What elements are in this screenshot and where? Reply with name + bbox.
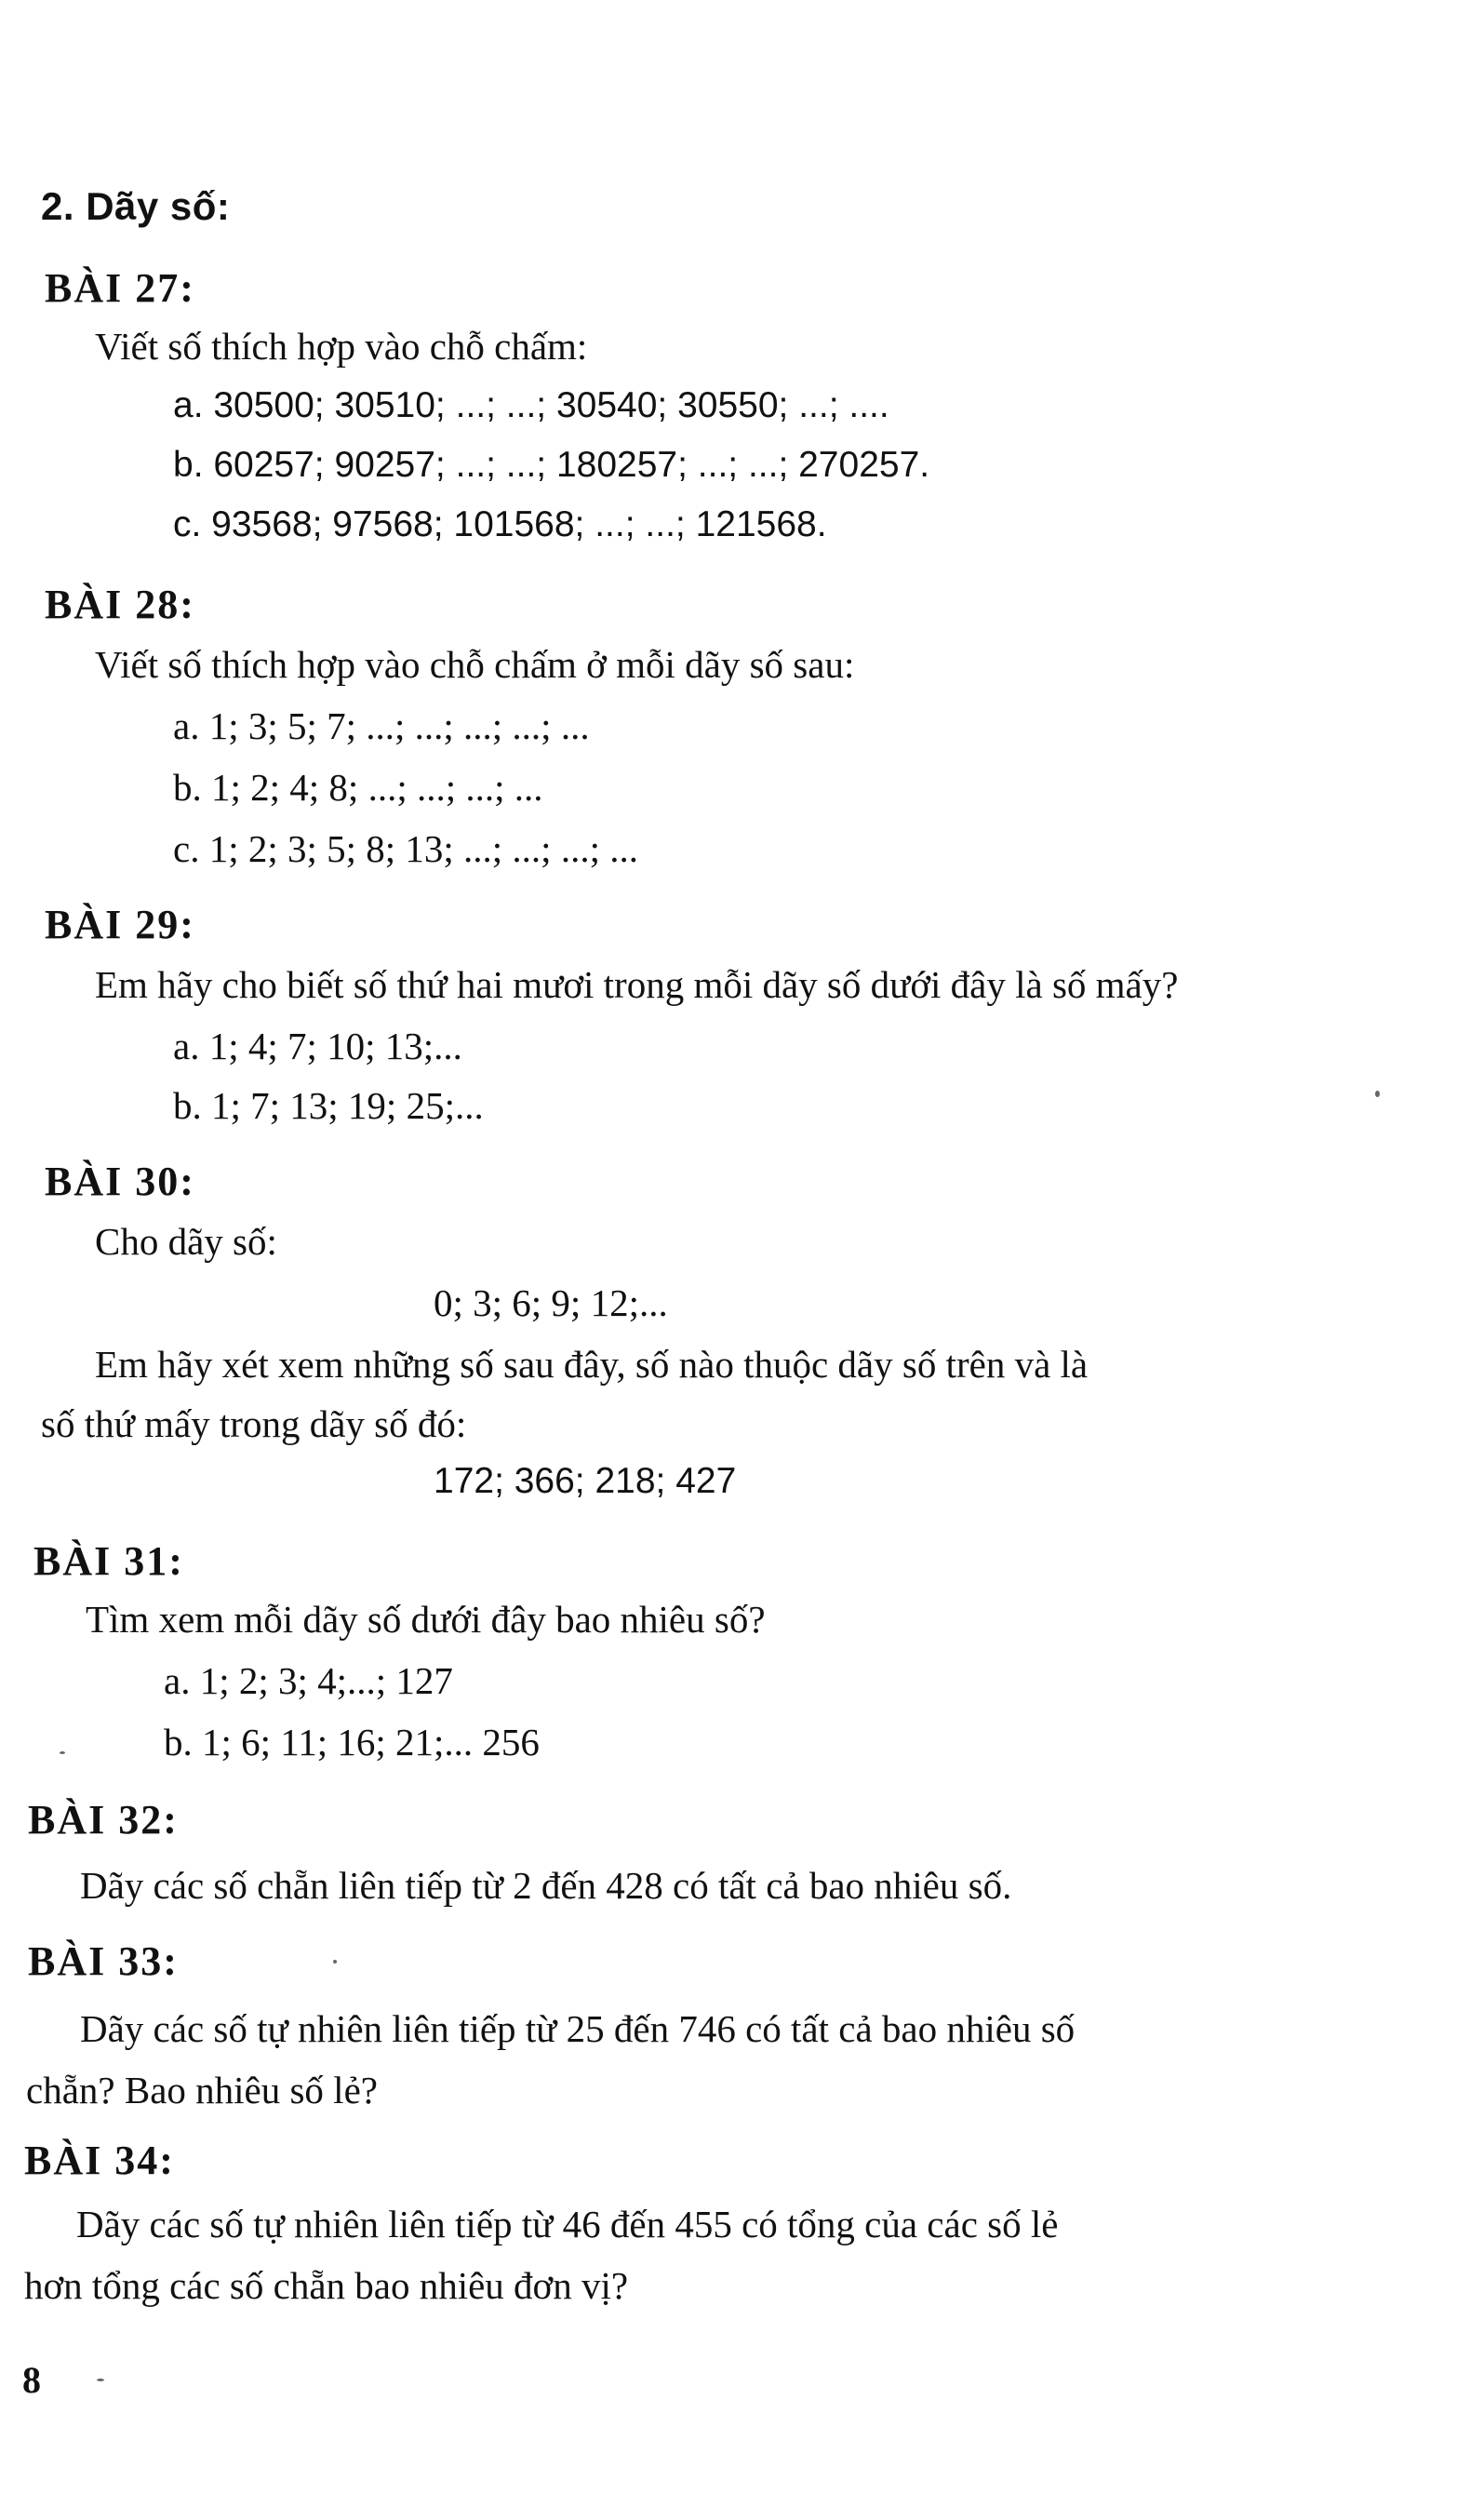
exercise-32-title: BÀI 32: xyxy=(28,1797,179,1843)
section-heading: 2. Dãy số: xyxy=(41,184,231,228)
exercise-30-numbers: 172; 366; 218; 427 xyxy=(434,1461,737,1501)
exercise-28-prompt: Viết số thích hợp vào chỗ chấm ở mỗi dãy số sau: xyxy=(95,643,855,686)
exercise-33-line2: chẵn? Bao nhiêu số lẻ? xyxy=(26,2069,378,2111)
exercise-31-prompt: Tìm xem mỗi dãy số dưới đây bao nhiêu số? xyxy=(86,1598,766,1641)
exercise-34-title: BÀI 34: xyxy=(24,2138,175,2183)
exercise-30-prompt: Cho dãy số: xyxy=(95,1220,277,1263)
exercise-29-title: BÀI 29: xyxy=(45,902,195,947)
scan-speck xyxy=(1375,1091,1380,1097)
page-number: 8 xyxy=(22,2359,41,2401)
exercise-31-title: BÀI 31: xyxy=(33,1538,184,1584)
exercise-33-title: BÀI 33: xyxy=(28,1938,179,1984)
exercise-27-item-b: b. 60257; 90257; ...; ...; 180257; ...; ...; 270257. xyxy=(173,445,930,485)
exercise-30-question-line2: số thứ mấy trong dãy số đó: xyxy=(41,1402,467,1445)
exercise-30-sequence: 0; 3; 6; 9; 12;... xyxy=(434,1281,668,1324)
scan-speck xyxy=(97,2379,104,2381)
scan-speck xyxy=(333,1960,337,1964)
exercise-34-line2: hơn tổng các số chẵn bao nhiêu đơn vị? xyxy=(24,2264,629,2307)
exercise-34-line1: Dãy các số tự nhiên liên tiếp từ 46 đến 455 có tổng của các số lẻ xyxy=(76,2203,1059,2245)
exercise-28-item-a: a. 1; 3; 5; 7; ...; ...; ...; ...; ... xyxy=(173,704,590,747)
exercise-27-title: BÀI 27: xyxy=(45,265,195,311)
exercise-30-question-line1: Em hãy xét xem những số sau đây, số nào thuộc dãy số trên và là xyxy=(95,1343,1089,1386)
exercise-27-item-a: a. 30500; 30510; ...; ...; 30540; 30550; ...; .... xyxy=(173,385,889,425)
exercise-31-item-b: b. 1; 6; 11; 16; 21;... 256 xyxy=(164,1721,540,1763)
exercise-29-prompt: Em hãy cho biết số thứ hai mươi trong mỗi dãy số dưới đây là số mấy? xyxy=(95,963,1179,1006)
exercise-27-item-c: c. 93568; 97568; 101568; ...; ...; 121568. xyxy=(173,504,827,544)
exercise-28-item-c: c. 1; 2; 3; 5; 8; 13; ...; ...; ...; ... xyxy=(173,827,638,870)
exercise-29-item-b: b. 1; 7; 13; 19; 25;... xyxy=(173,1084,484,1127)
exercise-29-item-a: a. 1; 4; 7; 10; 13;... xyxy=(173,1025,462,1067)
exercise-32-line1: Dãy các số chẵn liên tiếp từ 2 đến 428 có tất cả bao nhiêu số. xyxy=(80,1864,1012,1907)
exercise-30-title: BÀI 30: xyxy=(45,1159,195,1204)
exercise-27-prompt: Viết số thích hợp vào chỗ chấm: xyxy=(95,325,588,368)
exercise-31-item-a: a. 1; 2; 3; 4;...; 127 xyxy=(164,1659,453,1702)
scan-speck xyxy=(60,1751,65,1754)
exercise-28-item-b: b. 1; 2; 4; 8; ...; ...; ...; ... xyxy=(173,766,543,809)
exercise-28-title: BÀI 28: xyxy=(45,582,195,627)
exercise-33-line1: Dãy các số tự nhiên liên tiếp từ 25 đến 746 có tất cả bao nhiêu số xyxy=(80,2007,1076,2050)
